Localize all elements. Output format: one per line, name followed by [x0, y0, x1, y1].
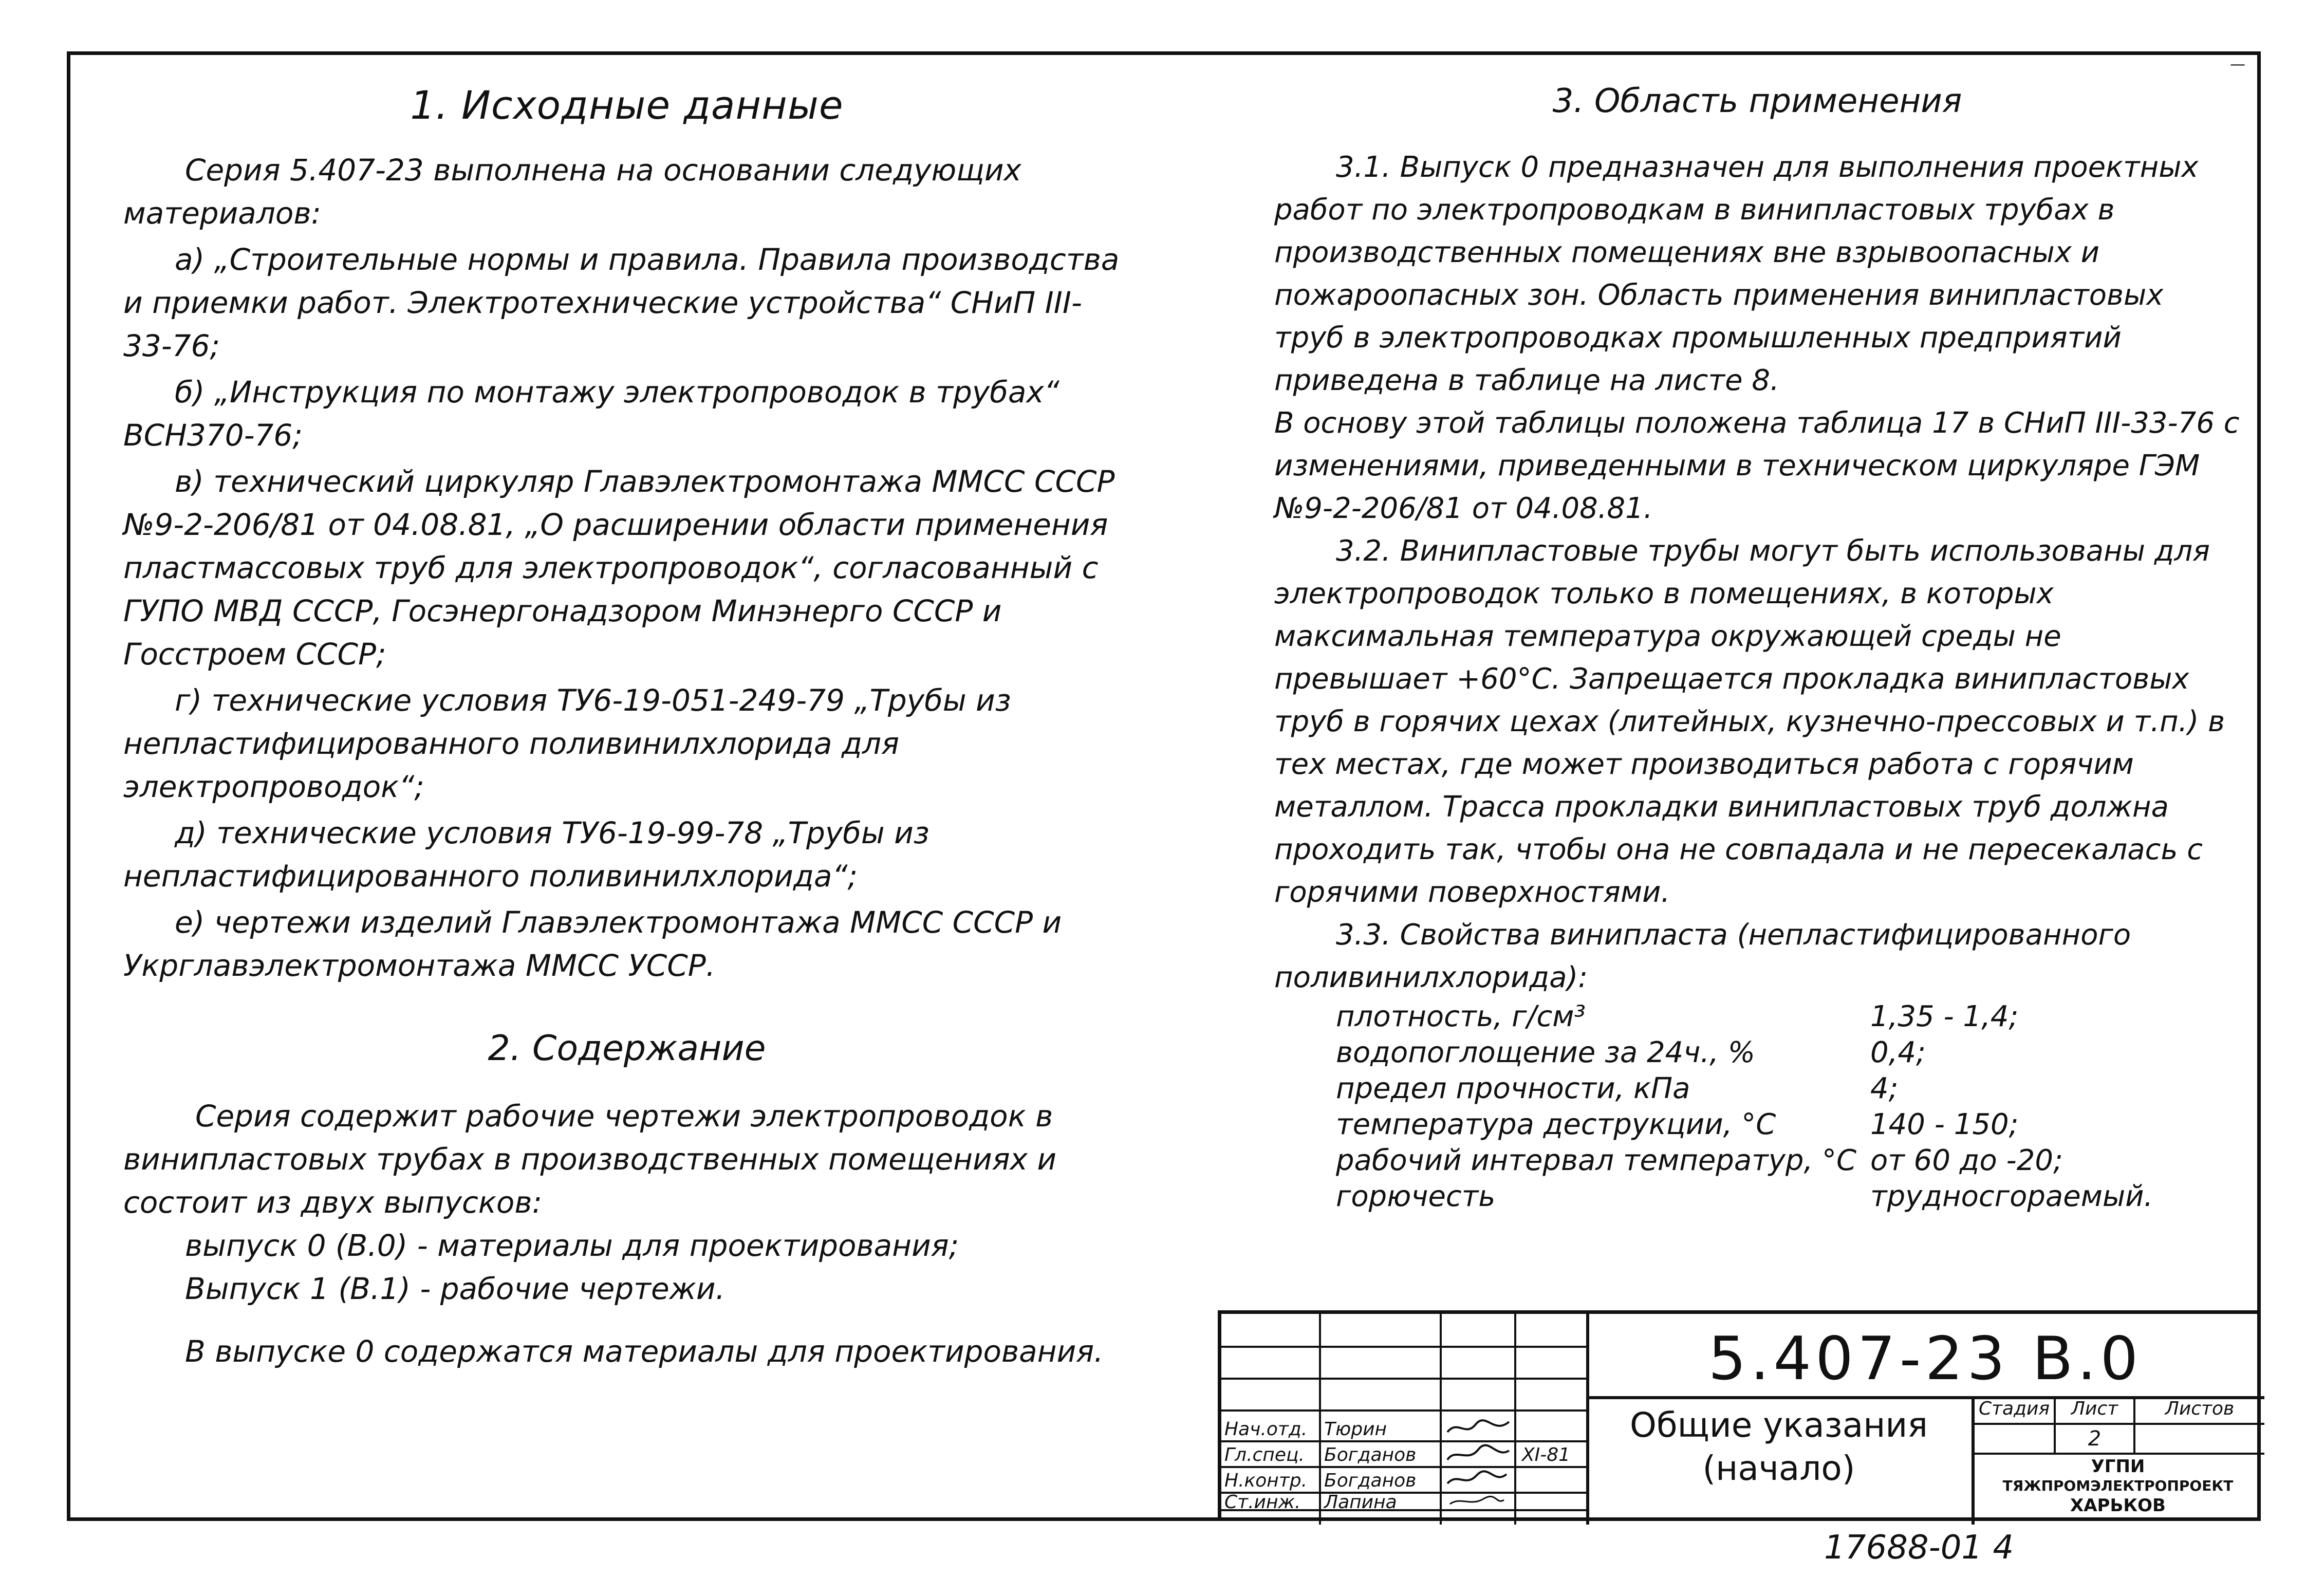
section3-p1: 3.1. Выпуск 0 предназначен для выполнения проектных работ по электропроводкам в винипластовых трубах в производственных помещениях вне взрывоопасных и пожароопасных зон. Область применения винипластовых труб в электропроводках промышленных предприятий приведена в таблице на листе 8. — [1274, 151, 2199, 397]
date: XI-81 — [1522, 1444, 1571, 1465]
left-column — [123, 82, 1130, 1373]
property-name: температура деструкции, °С — [1336, 1108, 1776, 1141]
property-row — [1274, 1179, 2240, 1215]
signature-bogdanov-2 — [1445, 1469, 1512, 1490]
sheets-header: Листов — [2165, 1398, 2235, 1419]
section1-item-b: б) „Инструкция по монтажу электропроводок в трубах“ ВСН370-76; — [123, 375, 1059, 453]
org-line2: ТЯЖПРОМЭЛЕКТРОПРОЕКТ — [2002, 1477, 2234, 1494]
role-label: Гл.спец. — [1224, 1444, 1305, 1465]
section2-title: 2. Содержание — [488, 1028, 766, 1069]
sheet-number: 2 — [2088, 1427, 2102, 1451]
role-person: Тюрин — [1324, 1419, 1387, 1440]
section2-issue-1: Выпуск 1 (В.1) - рабочие чертежи. — [185, 1271, 726, 1306]
section1-item-e: д) технические условия ТУ6-19-99-78 „Трубы из непластифицированного поливинилхлорида“; — [123, 815, 929, 894]
document-name-line2: (начало) — [1702, 1449, 1855, 1488]
property-value: 0,4; — [1870, 1036, 1926, 1069]
property-value: 4; — [1870, 1072, 1899, 1105]
section2-note: В выпуске 0 содержатся материалы для проектирования. — [185, 1334, 1104, 1369]
role-label: Ст.инж. — [1224, 1492, 1301, 1513]
section2-text: Серия содержит рабочие чертежи электропроводок в винипластовых трубах в производственных помещениях и состоит из двух выпусков: — [123, 1099, 1057, 1220]
property-name: предел прочности, кПа — [1336, 1072, 1690, 1105]
section1-intro: Серия 5.407-23 выполнена на основании следующих материалов: — [123, 153, 1021, 231]
right-column — [1274, 82, 2240, 1215]
section3-p3: 3.3. Свойства винипласта (непластифицированного поливинилхлорида): — [1274, 918, 2131, 994]
role-person: Богданов — [1324, 1444, 1417, 1465]
role-label: Нач.отд. — [1224, 1419, 1308, 1440]
section1-title: 1. Исходные данные — [410, 82, 844, 128]
corner-mark: — — [2230, 55, 2245, 73]
property-value: 140 - 150; — [1870, 1108, 2019, 1141]
property-name: рабочий интервал температур, °С — [1336, 1144, 1857, 1177]
section3-p2: 3.2. Винипластовые трубы могут быть использованы для электропроводок только в помещениях, в которых максимальная температура окружающей среды не превышает +60°С. Запрещается прокладка винипластовых труб в горячих цехах (литейных, кузнечно-прессовых и т.п.) в тех местах, где может производиться работа с горячим металлом. Трасса прокладки винипластовых труб должна проходить так, чтобы она не совпадала и не пересекалась с горячими поверхностями. — [1274, 534, 2225, 909]
section1-item-c: в) технический циркуляр Главэлектромонтажа ММСС СССР №9-2-206/81 от 04.08.81, „О расширении области применения пластмассовых труб для электропроводок“, согласованный с ГУПО МВД СССР, Госэнергонадзором Минэнерго СССР и Госстроем СССР; — [123, 464, 1115, 672]
property-row — [1274, 1107, 2240, 1143]
stage-header: Стадия — [1978, 1398, 2050, 1419]
document-code: 5.407-23 В.0 — [1708, 1324, 2143, 1394]
org-line3: ХАРЬКОВ — [2070, 1495, 2166, 1516]
signature-lapina — [1445, 1494, 1512, 1509]
property-name: водопоглощение за 24ч., % — [1336, 1036, 1755, 1069]
role-label: Н.контр. — [1224, 1470, 1308, 1491]
title-block — [1218, 1310, 2261, 1521]
property-row — [1274, 1143, 2240, 1179]
property-row — [1274, 999, 2240, 1035]
sheet-header: Лист — [2071, 1398, 2118, 1419]
section1-item-a: а) „Строительные нормы и правила. Правила производства и приемки работ. Электротехнические устройства“ СНиП III-33-76; — [123, 242, 1120, 363]
property-row — [1274, 1071, 2240, 1107]
section1-item-f: е) чертежи изделий Главэлектромонтажа ММСС СССР и Укрглавэлектромонтажа ММСС УССР. — [123, 905, 1062, 983]
property-name: горючесть — [1336, 1180, 1496, 1213]
section1-item-d: г) технические условия ТУ6-19-051-249-79 „Трубы из непластифицированного поливинилхлорида для электропроводок“; — [123, 683, 1011, 804]
role-person: Лапина — [1324, 1492, 1397, 1513]
property-value: 1,35 - 1,4; — [1870, 1000, 2019, 1033]
property-name: плотность, г/см³ — [1336, 1000, 1586, 1033]
role-person: Богданов — [1324, 1470, 1417, 1491]
document-name-line1: Общие указания — [1630, 1405, 1928, 1445]
property-value: трудносгораемый. — [1870, 1180, 2153, 1213]
organization — [1972, 1457, 2264, 1515]
org-line1: УГПИ — [2091, 1456, 2145, 1477]
section3-p1b: В основу этой таблицы положена таблица 17 в СНиП III-33-76 с изменениями, приведенными в техническом циркуляре ГЭМ №9-2-206/81 от 04.08.81. — [1274, 406, 2240, 525]
section2-issue-0: выпуск 0 (В.0) - материалы для проектирования; — [185, 1228, 959, 1263]
section3-title: 3. Область применения — [1552, 82, 1962, 120]
signature-tyurin — [1445, 1417, 1512, 1440]
document-name — [1586, 1404, 1972, 1490]
signature-bogdanov — [1445, 1443, 1512, 1467]
property-row — [1274, 1035, 2240, 1071]
archive-number: 17688-01 4 — [1824, 1529, 2014, 1567]
properties-list — [1274, 999, 2240, 1215]
property-value: от 60 до -20; — [1870, 1144, 2063, 1177]
